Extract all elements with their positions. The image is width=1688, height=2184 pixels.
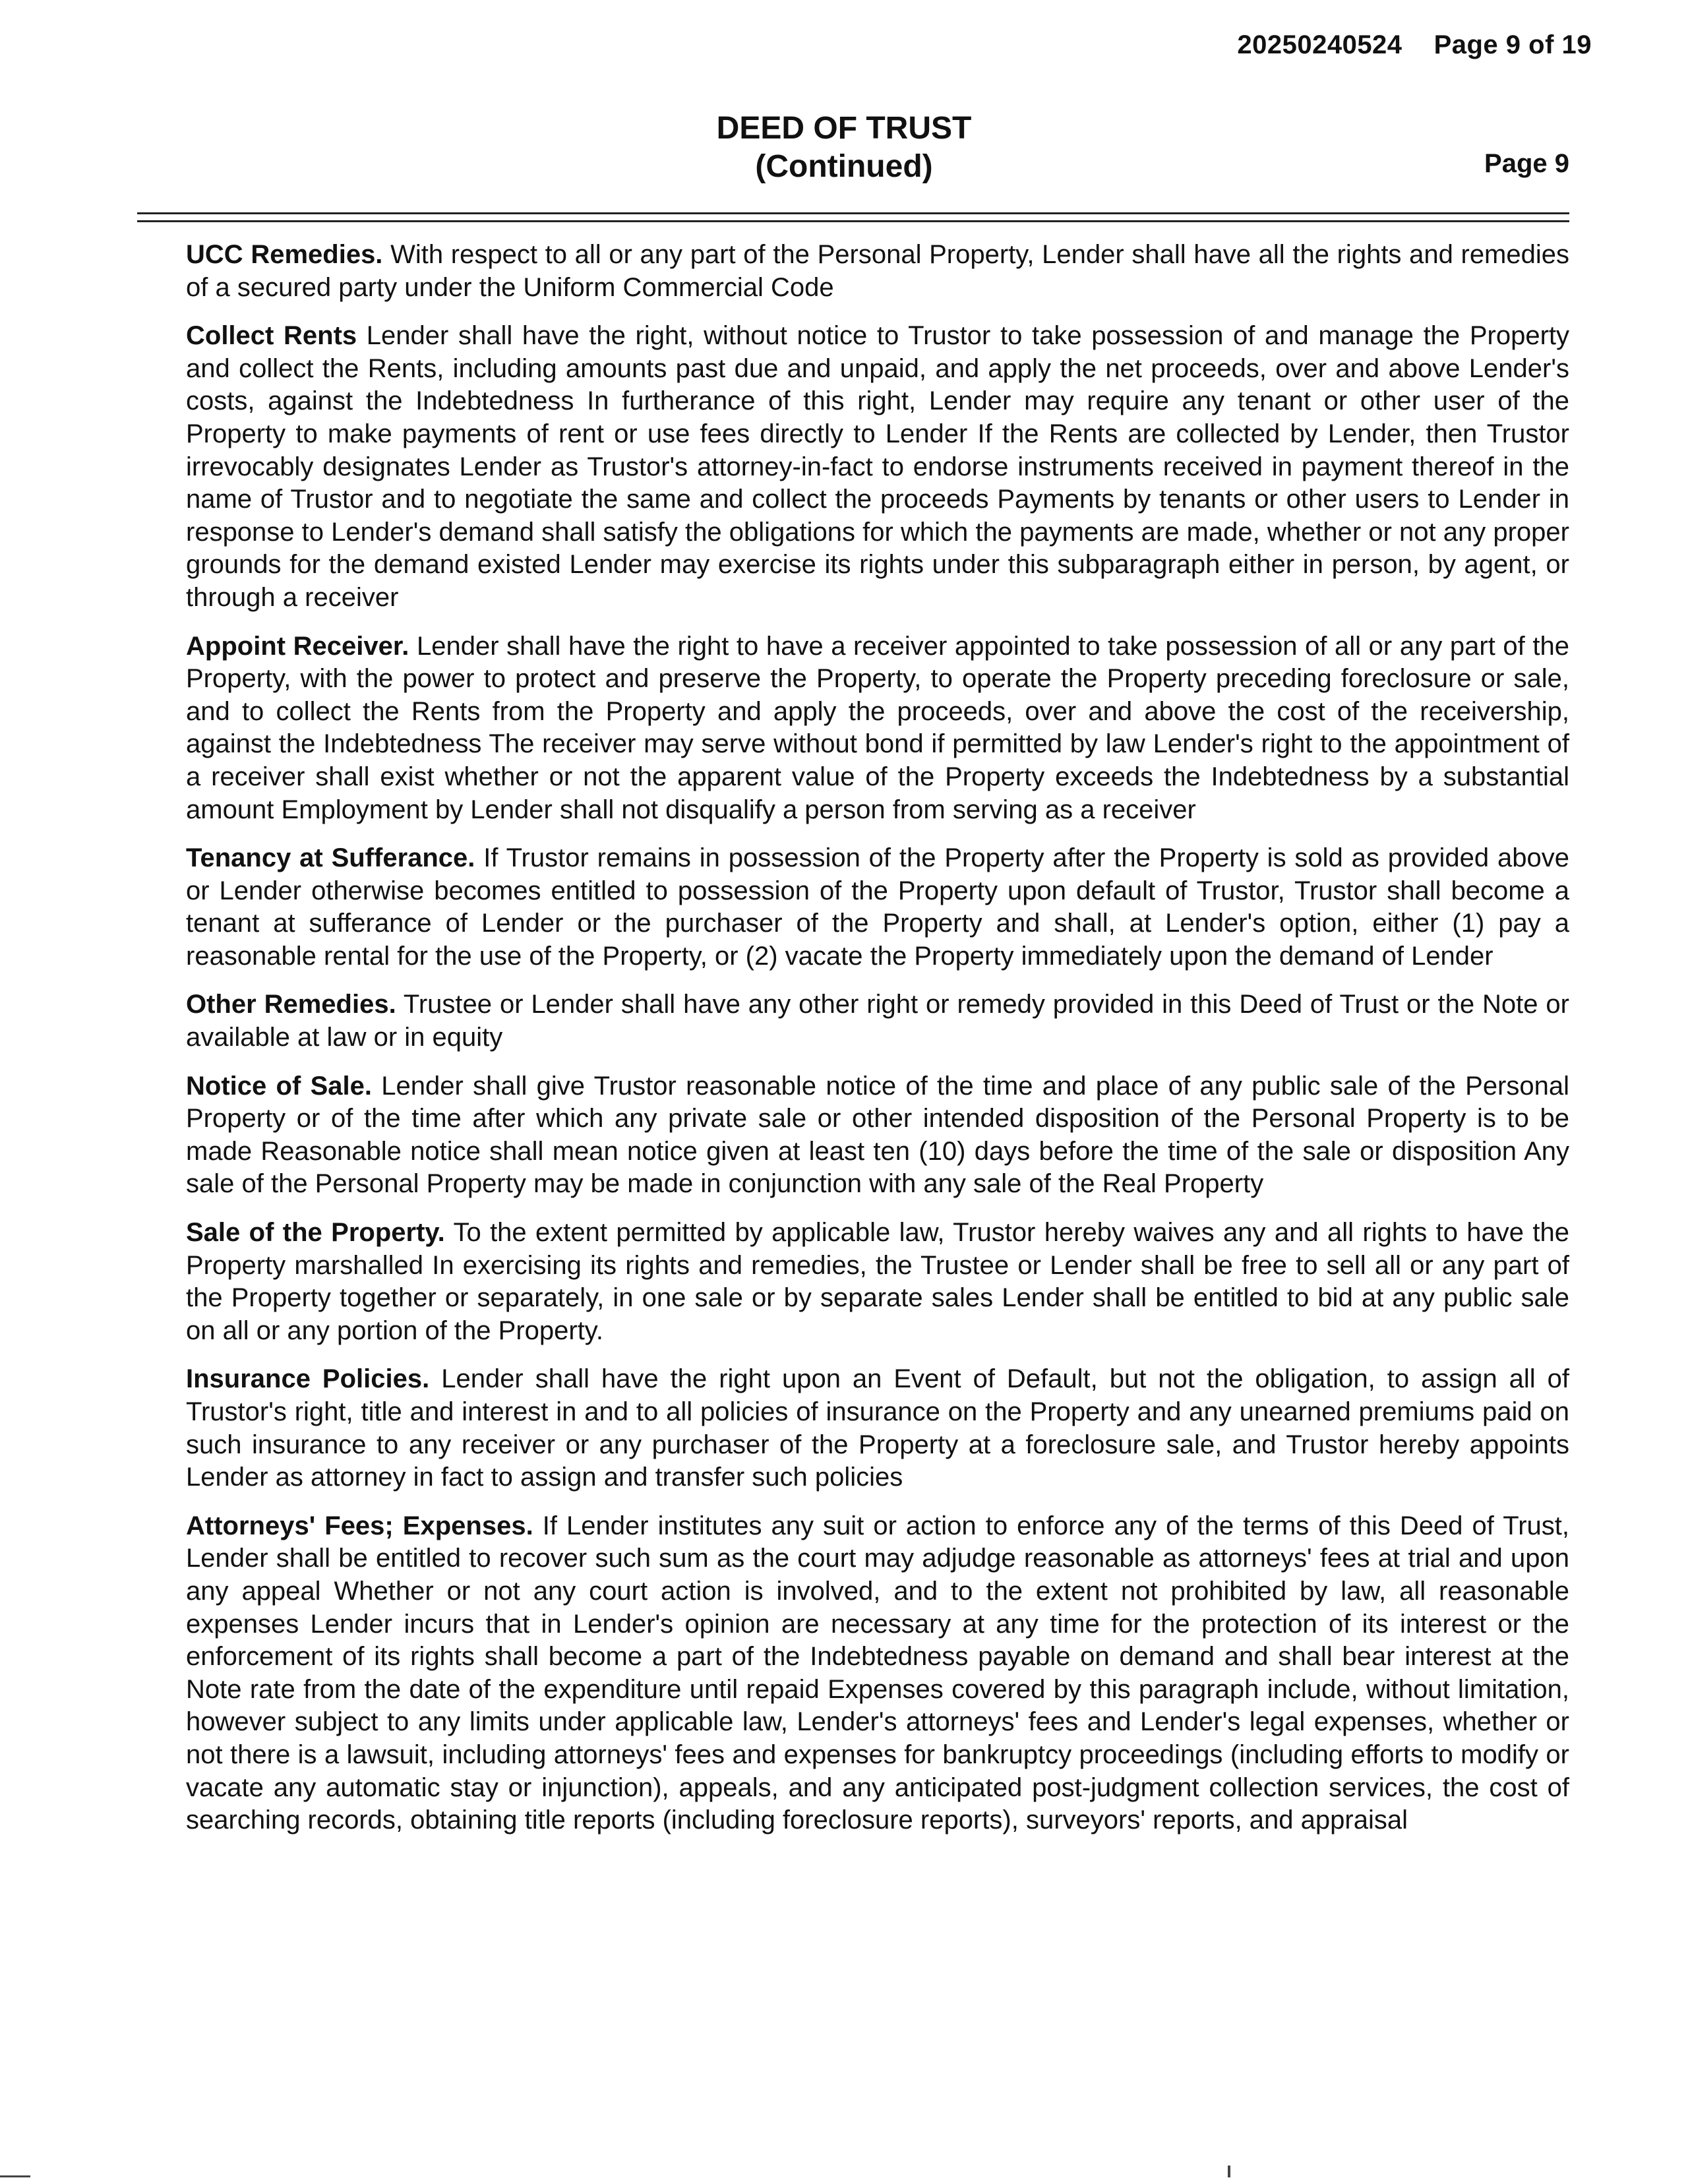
- section-heading: Collect Rents: [186, 321, 357, 351]
- section-body: If Trustor remains in possession of the Property after the Property is sold as provided above or Lender otherwise becomes entitled to possession of the Property upon default of Trustor, Trustor shall become a tenant at sufferance of Lender or the purchaser of the Property and shall, at Lender's option, either (1) pay a reasonable rental for the use of the Property, or (2) vacate the Property immediately upon the demand of Lender: [186, 843, 1569, 971]
- section-heading: Notice of Sale.: [186, 1071, 372, 1101]
- section-body: If Lender institutes any suit or action to enforce any of the terms of this Deed of Trust, Lender shall be entitled to recover such sum as the court may adjudge reasonable as attorneys' fees at trial and upon any appeal Whether or not any court action is involved, and to the extent not prohibited by law, all reasonable expenses Lender incurs that in Lender's opinion are necessary at any time for the protection of its interest or the enforcement of its rights shall become a part of the Indebtedness payable on demand and shall bear interest at the Note rate from the date of the expenditure until repaid Expenses covered by this paragraph include, without limitation, however subject to any limits under applicable law, Lender's attorneys' fees and Lender's legal expenses, whether or not there is a lawsuit, including attorneys' fees and expenses for bankruptcy proceedings (including efforts to modify or vacate any automatic stay or injunction), appeals, and any anticipated post-judgment collection services, the cost of searching records, obtaining title reports (including foreclosure reports), surveyors' reports, and appraisal: [186, 1511, 1569, 1835]
- section-body: With respect to all or any part of the Personal Property, Lender shall have all the rights and remedies of a secured party under the Uniform Commercial Code: [186, 240, 1570, 302]
- section-body: To the extent permitted by applicable law, Trustor hereby waives any and all rights to have the Property marshalled In exercising its rights and remedies, the Trustee or Lender shall be free to sell all or any part of the Property together or separately, in one sale or by separate sales Lender shall be entitled to bid at any public sale on all or any portion of the Property.: [186, 1218, 1570, 1345]
- section-paragraph: [186, 1363, 1569, 1494]
- section-body: Trustee or Lender shall have any other right or remedy provided in this Deed of Trust or the Note or available at law or in equity: [186, 990, 1569, 1052]
- section-heading: Appoint Receiver.: [186, 631, 409, 661]
- section-body: Lender shall have the right upon an Event of Default, but not the obligation, to assign all of Trustor's right, title and interest in and to all policies of insurance on the Property and any unearned premiums paid on such insurance to any receiver or any purchaser of the Property at a foreclosure sale, and Trustor hereby appoints Lender as attorney in fact to assign and transfer such policies: [186, 1364, 1569, 1492]
- section-heading: Tenancy at Sufferance.: [186, 843, 475, 873]
- section-heading: Sale of the Property.: [186, 1218, 445, 1248]
- document-body: [186, 239, 1569, 1853]
- section-paragraph: [186, 1217, 1569, 1347]
- scan-artifact: [0, 2175, 30, 2177]
- section-body: Lender shall have the right, without notice to Trustor to take possession of and manage the Property and collect the Rents, including amounts past due and unpaid, and apply the net proceeds, over and above Lender's costs, against the Indebtedness In furtherance of this right, Lender may require any tenant or other user of the Property to make payments of rent or use fees directly to Lender If the Rents are collected by Lender, then Trustor irrevocably designates Lender as Trustor's attorney-in-fact to endorse instruments received in payment thereof in the name of Trustor and to negotiate the same and collect the proceeds Payments by tenants or other users to Lender in response to Lender's demand shall satisfy the obligations for which the payments are made, whether or not any proper grounds for the demand existed Lender may exercise its rights under this subparagraph either in person, by agent, or through a receiver: [186, 321, 1569, 612]
- section-paragraph: [186, 630, 1569, 827]
- section-paragraph: [186, 320, 1569, 614]
- section-heading: Other Remedies.: [186, 990, 396, 1019]
- section-body: Lender shall have the right to have a receiver appointed to take possession of all or any part of the Property, with the power to protect and preserve the Property, to operate the Property preceding foreclosure or sale, and to collect the Rents from the Property and apply the proceeds, over and above the cost of the receivership, against the Indebtedness The receiver may serve without bond if permitted by law Lender's right to the appointment of a receiver shall exist whether or not the apparent value of the Property exceeds the Indebtedness by a substantial amount Employment by Lender shall not disqualify a person from serving as a receiver: [186, 631, 1569, 824]
- section-paragraph: [186, 1070, 1569, 1201]
- header-rule-top: [137, 212, 1569, 214]
- section-heading: UCC Remedies.: [186, 240, 383, 269]
- recording-header: [1237, 30, 1592, 60]
- document-number: 20250240524: [1237, 30, 1402, 59]
- section-heading: Attorneys' Fees; Expenses.: [186, 1511, 533, 1540]
- document-subtitle: (Continued): [755, 149, 933, 184]
- page-of-count: Page 9 of 19: [1433, 30, 1592, 59]
- section-paragraph: [186, 239, 1569, 304]
- document-title-block: [0, 109, 1688, 186]
- section-paragraph: [186, 988, 1569, 1054]
- scan-artifact: [1228, 2166, 1230, 2177]
- page-label: Page 9: [1484, 149, 1569, 178]
- section-paragraph: [186, 842, 1569, 973]
- document-title: DEED OF TRUST: [716, 111, 972, 146]
- section-body: Lender shall give Trustor reasonable notice of the time and place of any public sale of the Personal Property or of the time after which any private sale or other intended disposition of the Personal Property is to be made Reasonable notice shall mean notice given at least ten (10) days before the time of the sale or disposition Any sale of the Personal Property may be made in conjunction with any sale of the Real Property: [186, 1071, 1570, 1199]
- section-paragraph: [186, 1510, 1569, 1837]
- header-rule-bottom: [137, 220, 1569, 222]
- section-heading: Insurance Policies.: [186, 1364, 430, 1394]
